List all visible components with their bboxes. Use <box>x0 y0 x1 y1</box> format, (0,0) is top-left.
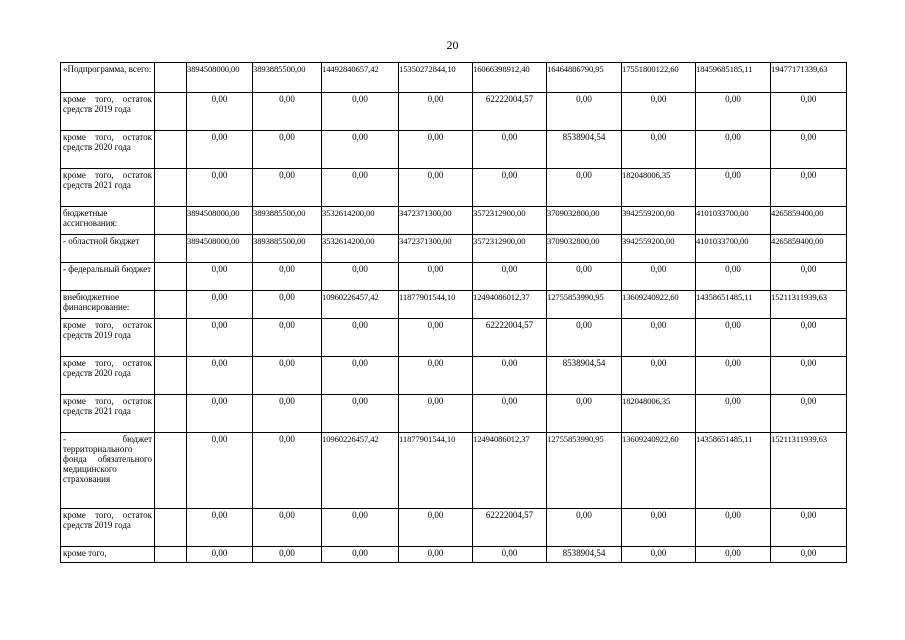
empty-cell <box>155 93 187 131</box>
row-label: кроме того, остаток средств 2021 года <box>61 169 155 207</box>
table-row <box>61 509 847 547</box>
empty-cell <box>155 433 187 509</box>
value-cell: 0,00 <box>187 291 253 319</box>
table-row <box>61 169 847 207</box>
row-label: кроме того, <box>61 547 155 563</box>
value-cell: 0,00 <box>622 263 696 291</box>
value-cell: 0,00 <box>253 547 322 563</box>
value-cell: 0,00 <box>399 395 473 433</box>
value-cell: 0,00 <box>322 357 399 395</box>
table-body <box>61 63 847 563</box>
value-cell: 62222004,57 <box>473 93 547 131</box>
value-cell: 0,00 <box>187 263 253 291</box>
value-cell: 14358651485,11 <box>696 291 771 319</box>
value-cell: 18459685185,11 <box>696 63 771 93</box>
table-row <box>61 207 847 235</box>
value-cell: 13609240922,60 <box>622 291 696 319</box>
value-cell: 0,00 <box>253 263 322 291</box>
value-cell: 11877901544,10 <box>399 291 473 319</box>
row-label: кроме того, остаток средств 2021 года <box>61 395 155 433</box>
value-cell: 15350272844,10 <box>399 63 473 93</box>
empty-cell <box>155 235 187 263</box>
row-label: внебюджетное финансирование: <box>61 291 155 319</box>
value-cell: 14492840657,42 <box>322 63 399 93</box>
value-cell: 3472371300,00 <box>399 235 473 263</box>
value-cell: 3709032800,00 <box>547 235 622 263</box>
empty-cell <box>155 207 187 235</box>
value-cell: 0,00 <box>187 395 253 433</box>
value-cell: 0,00 <box>547 509 622 547</box>
value-cell: 0,00 <box>473 395 547 433</box>
table-row <box>61 291 847 319</box>
value-cell: 0,00 <box>771 509 847 547</box>
empty-cell <box>155 291 187 319</box>
value-cell: 3532614200,00 <box>322 235 399 263</box>
value-cell: 0,00 <box>253 169 322 207</box>
table-row <box>61 357 847 395</box>
value-cell: 10960226457,42 <box>322 291 399 319</box>
table-row <box>61 319 847 357</box>
value-cell: 0,00 <box>771 547 847 563</box>
value-cell: 0,00 <box>322 395 399 433</box>
value-cell: 0,00 <box>622 357 696 395</box>
value-cell: 0,00 <box>187 509 253 547</box>
value-cell: 0,00 <box>399 509 473 547</box>
value-cell: 0,00 <box>771 319 847 357</box>
value-cell: 0,00 <box>696 169 771 207</box>
value-cell: 15211311939,63 <box>771 433 847 509</box>
value-cell: 0,00 <box>322 547 399 563</box>
row-label: бюджетные ассигнования: <box>61 207 155 235</box>
value-cell: 0,00 <box>253 433 322 509</box>
value-cell: 0,00 <box>322 509 399 547</box>
value-cell: 0,00 <box>547 263 622 291</box>
value-cell: 12755853990,95 <box>547 291 622 319</box>
value-cell: 0,00 <box>771 263 847 291</box>
row-label: - бюджет территориального фонда обязательного медицинского страхования <box>61 433 155 509</box>
value-cell: 0,00 <box>473 131 547 169</box>
value-cell: 0,00 <box>187 319 253 357</box>
value-cell: 0,00 <box>473 263 547 291</box>
row-label: - областной бюджет <box>61 235 155 263</box>
value-cell: 3709032800,00 <box>547 207 622 235</box>
empty-cell <box>155 263 187 291</box>
value-cell: 3893885500,00 <box>253 63 322 93</box>
value-cell: 3894508000,00 <box>187 207 253 235</box>
value-cell: 0,00 <box>253 131 322 169</box>
value-cell: 19477171339,63 <box>771 63 847 93</box>
value-cell: 8538904,54 <box>547 357 622 395</box>
value-cell: 0,00 <box>322 319 399 357</box>
value-cell: 0,00 <box>696 509 771 547</box>
value-cell: 3572312900,00 <box>473 207 547 235</box>
table-row <box>61 263 847 291</box>
value-cell: 0,00 <box>547 395 622 433</box>
value-cell: 0,00 <box>696 547 771 563</box>
value-cell: 0,00 <box>253 509 322 547</box>
value-cell: 0,00 <box>399 131 473 169</box>
value-cell: 0,00 <box>771 357 847 395</box>
value-cell: 0,00 <box>187 433 253 509</box>
empty-cell <box>155 319 187 357</box>
value-cell: 0,00 <box>547 93 622 131</box>
value-cell: 12494086012,37 <box>473 291 547 319</box>
row-label: кроме того, остаток средств 2019 года <box>61 319 155 357</box>
value-cell: 4265859400,00 <box>771 207 847 235</box>
value-cell: 16464886790,95 <box>547 63 622 93</box>
value-cell: 12755853990,95 <box>547 433 622 509</box>
row-label: кроме того, остаток средств 2019 года <box>61 509 155 547</box>
value-cell: 0,00 <box>622 547 696 563</box>
value-cell: 3894508000,00 <box>187 235 253 263</box>
value-cell: 0,00 <box>696 263 771 291</box>
value-cell: 10960226457,42 <box>322 433 399 509</box>
value-cell: 0,00 <box>322 93 399 131</box>
row-label: кроме того, остаток средств 2020 года <box>61 131 155 169</box>
value-cell: 3532614200,00 <box>322 207 399 235</box>
value-cell: 62222004,57 <box>473 509 547 547</box>
value-cell: 182048006,35 <box>622 395 696 433</box>
value-cell: 0,00 <box>187 547 253 563</box>
empty-cell <box>155 547 187 563</box>
value-cell: 8538904,54 <box>547 547 622 563</box>
value-cell: 0,00 <box>771 131 847 169</box>
value-cell: 3572312900,00 <box>473 235 547 263</box>
value-cell: 0,00 <box>696 93 771 131</box>
value-cell: 3472371300,00 <box>399 207 473 235</box>
value-cell: 0,00 <box>399 357 473 395</box>
value-cell: 4101033700,00 <box>696 207 771 235</box>
table-row <box>61 235 847 263</box>
table-row <box>61 63 847 93</box>
value-cell: 0,00 <box>771 169 847 207</box>
value-cell: 0,00 <box>771 395 847 433</box>
value-cell: 0,00 <box>696 319 771 357</box>
value-cell: 3942559200,00 <box>622 235 696 263</box>
value-cell: 0,00 <box>771 93 847 131</box>
table-row <box>61 93 847 131</box>
value-cell: 0,00 <box>473 357 547 395</box>
empty-cell <box>155 63 187 93</box>
value-cell: 0,00 <box>187 131 253 169</box>
table-row <box>61 433 847 509</box>
page-number: 20 <box>446 38 459 52</box>
value-cell: 4265859400,00 <box>771 235 847 263</box>
empty-cell <box>155 357 187 395</box>
value-cell: 182048006,35 <box>622 169 696 207</box>
value-cell: 12494086012,37 <box>473 433 547 509</box>
value-cell: 14358651485,11 <box>696 433 771 509</box>
empty-cell <box>155 509 187 547</box>
value-cell: 0,00 <box>399 547 473 563</box>
value-cell: 62222004,57 <box>473 319 547 357</box>
value-cell: 0,00 <box>253 395 322 433</box>
value-cell: 0,00 <box>473 169 547 207</box>
value-cell: 0,00 <box>253 357 322 395</box>
value-cell: 0,00 <box>253 319 322 357</box>
budget-table <box>60 62 847 563</box>
row-label: кроме того, остаток средств 2020 года <box>61 357 155 395</box>
value-cell: 0,00 <box>399 319 473 357</box>
value-cell: 0,00 <box>622 319 696 357</box>
value-cell: 0,00 <box>696 357 771 395</box>
value-cell: 15211311939,63 <box>771 291 847 319</box>
value-cell: 3893885500,00 <box>253 235 322 263</box>
value-cell: 0,00 <box>399 263 473 291</box>
value-cell: 0,00 <box>399 93 473 131</box>
value-cell: 17551800122,60 <box>622 63 696 93</box>
value-cell: 0,00 <box>399 169 473 207</box>
table-row <box>61 395 847 433</box>
value-cell: 0,00 <box>187 169 253 207</box>
value-cell: 0,00 <box>622 131 696 169</box>
value-cell: 3894508000,00 <box>187 63 253 93</box>
value-cell: 0,00 <box>547 169 622 207</box>
empty-cell <box>155 395 187 433</box>
table-row <box>61 547 847 563</box>
value-cell: 0,00 <box>187 93 253 131</box>
value-cell: 0,00 <box>696 395 771 433</box>
value-cell: 0,00 <box>622 509 696 547</box>
value-cell: 11877901544,10 <box>399 433 473 509</box>
value-cell: 0,00 <box>253 93 322 131</box>
row-label: кроме того, остаток средств 2019 года <box>61 93 155 131</box>
value-cell: 0,00 <box>322 131 399 169</box>
value-cell: 3942559200,00 <box>622 207 696 235</box>
value-cell: 0,00 <box>253 291 322 319</box>
value-cell: 16066398912,40 <box>473 63 547 93</box>
row-label: «Подпрограмма, всего: <box>61 63 155 93</box>
table-row <box>61 131 847 169</box>
value-cell: 0,00 <box>547 319 622 357</box>
value-cell: 0,00 <box>187 357 253 395</box>
empty-cell <box>155 131 187 169</box>
value-cell: 0,00 <box>473 547 547 563</box>
value-cell: 3893885500,00 <box>253 207 322 235</box>
value-cell: 0,00 <box>322 263 399 291</box>
value-cell: 13609240922,60 <box>622 433 696 509</box>
empty-cell <box>155 169 187 207</box>
value-cell: 4101033700,00 <box>696 235 771 263</box>
row-label: - федеральный бюджет <box>61 263 155 291</box>
value-cell: 0,00 <box>322 169 399 207</box>
value-cell: 0,00 <box>622 93 696 131</box>
value-cell: 0,00 <box>696 131 771 169</box>
value-cell: 8538904,54 <box>547 131 622 169</box>
